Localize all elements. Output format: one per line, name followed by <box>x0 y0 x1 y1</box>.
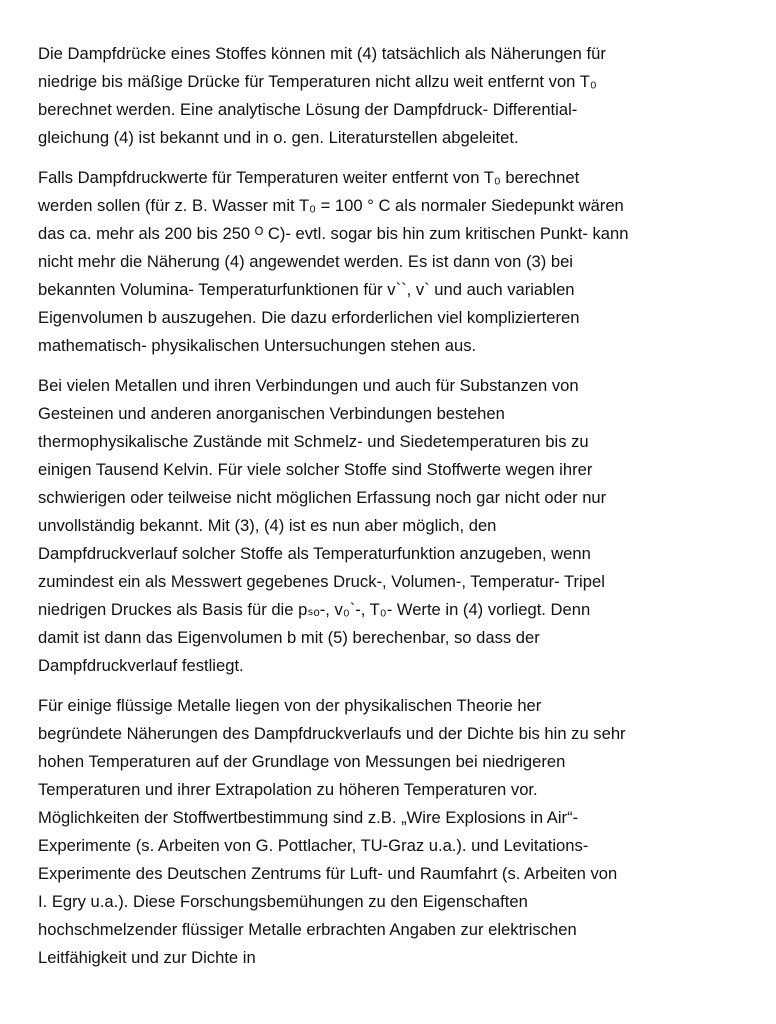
paragraph-4 <box>38 692 743 972</box>
text-line: Eigenvolumen b auszugehen. Die dazu erforderlichen viel komplizierteren <box>38 308 580 327</box>
text-line: mathematisch- physikalischen Untersuchungen stehen aus. <box>38 336 477 355</box>
text-line: Leitfähigkeit und zur Dichte in <box>38 948 256 967</box>
paragraph-2 <box>38 164 743 360</box>
text-line: schwierigen oder teilweise nicht möglichen Erfassung noch gar nicht oder nur <box>38 488 607 507</box>
text-line: Bei vielen Metallen und ihren Verbindungen und auch für Substanzen von <box>38 376 579 395</box>
text-line: Dampfdruckverlauf festliegt. <box>38 656 244 675</box>
text-line: Experimente des Deutschen Zentrums für Luft- und Raumfahrt (s. Arbeiten von <box>38 864 618 883</box>
document-page <box>38 40 743 984</box>
paragraph-1 <box>38 40 743 152</box>
text-line: berechnet werden. Eine analytische Lösung der Dampfdruck- Differential- <box>38 100 578 119</box>
text-line: Möglichkeiten der Stoffwertbestimmung sind z.B. „Wire Explosions in Air“- <box>38 808 579 827</box>
text-line: unvollständig bekannt. Mit (3), (4) ist es nun aber möglich, den <box>38 516 497 535</box>
text-line: Dampfdruckverlauf solcher Stoffe als Temperaturfunktion anzugeben, wenn <box>38 544 591 563</box>
text-line: Für einige flüssige Metalle liegen von der physikalischen Theorie her <box>38 696 542 715</box>
text-line: Die Dampfdrücke eines Stoffes können mit (4) tatsächlich als Näherungen für <box>38 44 606 63</box>
text-line: thermophysikalische Zustände mit Schmelz- und Siedetemperaturen bis zu <box>38 432 589 451</box>
text-line: das ca. mehr als 200 bis 250 ᴼ C)- evtl. sogar bis hin zum kritischen Punkt- kann <box>38 224 629 243</box>
text-line: einigen Tausend Kelvin. Für viele solcher Stoffe sind Stoffwerte wegen ihrer <box>38 460 593 479</box>
text-line: Falls Dampfdruckwerte für Temperaturen weiter entfernt von T₀ berechnet <box>38 168 580 187</box>
text-line: bekannten Volumina- Temperaturfunktionen für v``, v` und auch variablen <box>38 280 575 299</box>
text-line: Temperaturen und ihrer Extrapolation zu höheren Temperaturen vor. <box>38 780 538 799</box>
text-line: zumindest ein als Messwert gegebenes Druck-, Volumen-, Temperatur- Tripel <box>38 572 605 591</box>
text-line: niedrige bis mäßige Drücke für Temperaturen nicht allzu weit entfernt von T₀ <box>38 72 597 91</box>
paragraph-3 <box>38 372 743 680</box>
text-line: I. Egry u.a.). Diese Forschungsbemühungen zu den Eigenschaften <box>38 892 528 911</box>
text-line: damit ist dann das Eigenvolumen b mit (5) berechenbar, so dass der <box>38 628 540 647</box>
text-line: werden sollen (für z. B. Wasser mit T₀ = 100 ° C als normaler Siedepunkt wären <box>38 196 624 215</box>
text-line: niedrigen Druckes als Basis für die pₛₒ-, v₀`-, T₀- Werte in (4) vorliegt. Denn <box>38 600 591 619</box>
text-line: hohen Temperaturen auf der Grundlage von Messungen bei niedrigeren <box>38 752 566 771</box>
text-line: gleichung (4) ist bekannt und in o. gen. Literaturstellen abgeleitet. <box>38 128 519 147</box>
text-line: nicht mehr die Näherung (4) angewendet werden. Es ist dann von (3) bei <box>38 252 573 271</box>
text-line: Gesteinen und anderen anorganischen Verbindungen bestehen <box>38 404 505 423</box>
text-line: Experimente (s. Arbeiten von G. Pottlacher, TU-Graz u.a.). und Levitations- <box>38 836 589 855</box>
text-line: hochschmelzender flüssiger Metalle erbrachten Angaben zur elektrischen <box>38 920 577 939</box>
text-line: begründete Näherungen des Dampfdruckverlaufs und der Dichte bis hin zu sehr <box>38 724 626 743</box>
